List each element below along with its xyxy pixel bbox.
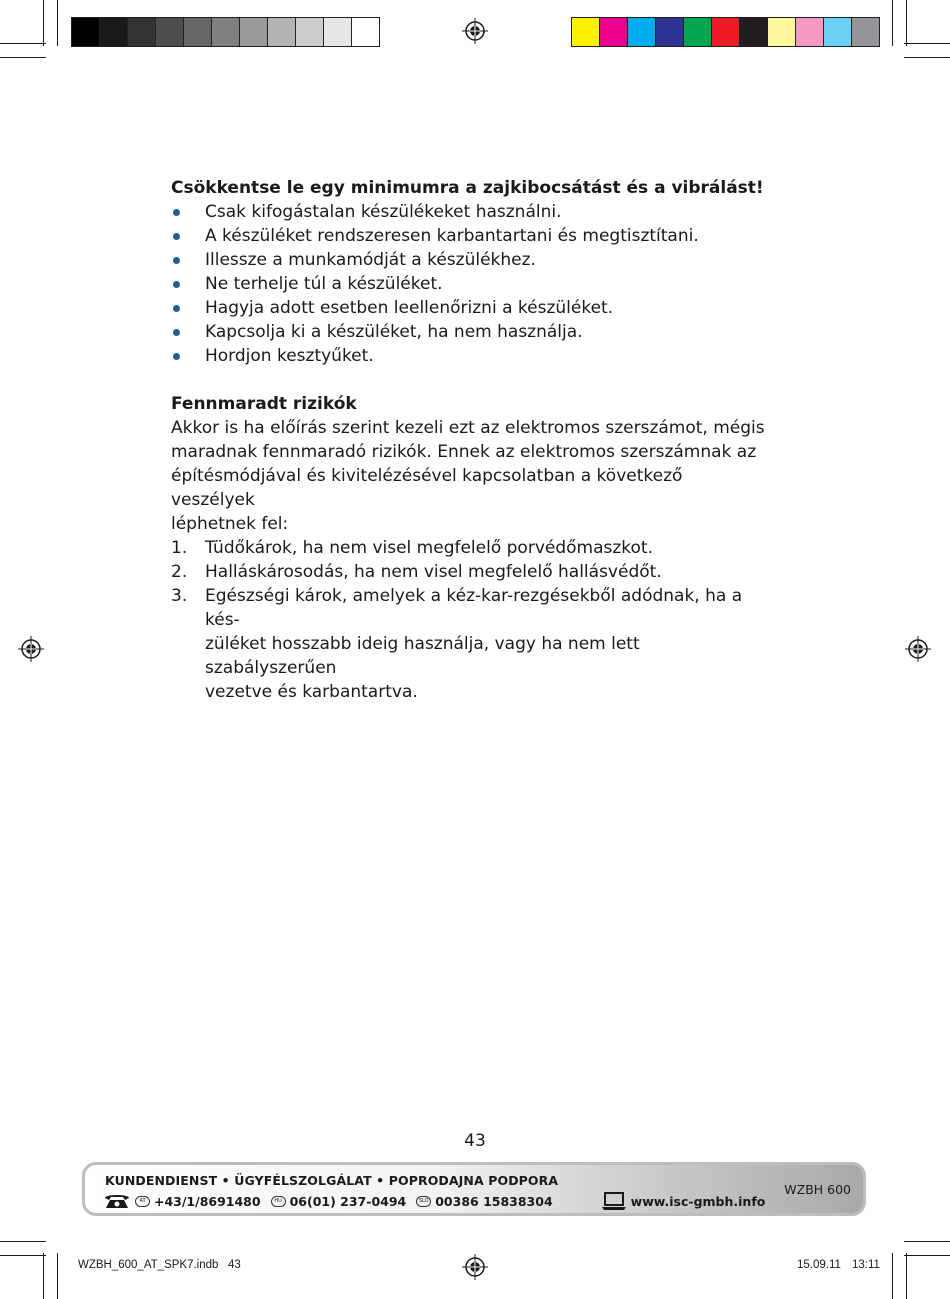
color-swatch: [156, 18, 184, 46]
list-item-text: Illessze a munkamódját a készülékhez.: [205, 250, 536, 270]
color-swatch: [240, 18, 268, 46]
list-item-text: Hordjon kesztyűket.: [205, 346, 374, 366]
residual-risks-heading: Fennmaradt rizikók: [171, 394, 357, 414]
page-number: 43: [464, 1131, 486, 1151]
laptop-icon: [601, 1191, 627, 1211]
list-item: [171, 344, 771, 368]
list-item: [171, 296, 771, 320]
list-item: [171, 536, 771, 560]
phone-number: 00386 15838304: [435, 1193, 553, 1209]
list-item: [171, 200, 771, 224]
paragraph-line: Akkor is ha előírás szerint kezeli ezt az elektromos szerszámot, mégis: [171, 418, 765, 438]
registration-mark-icon: [462, 18, 488, 44]
color-swatch: [268, 18, 296, 46]
color-swatch: [296, 18, 324, 46]
color-swatch: [72, 18, 100, 46]
color-swatch: [600, 18, 628, 46]
color-swatch: [128, 18, 156, 46]
slug-file: WZBH_600_AT_SPK7.indb 43: [78, 1259, 241, 1271]
list-item: [171, 224, 771, 248]
color-swatch: [684, 18, 712, 46]
bullet-icon: [173, 209, 180, 216]
list-item-text: Tüdőkárok, ha nem visel megfelelő porvédőmaszkot.: [205, 538, 653, 558]
slug-date: 15.09.11: [797, 1259, 841, 1271]
list-item: [171, 584, 771, 704]
phone-number: +43/1/8691480: [154, 1193, 261, 1209]
list-item-text: Egészségi károk, amelyek a kéz-kar-rezgésekből adódnak, ha a kés-: [205, 586, 743, 630]
list-item-text: Halláskárosodás, ha nem visel megfelelő hallásvédőt.: [205, 562, 662, 582]
bullet-icon: [173, 233, 180, 240]
registration-mark-icon: [18, 636, 44, 662]
residual-risks-paragraph: [171, 416, 771, 536]
color-swatch: [712, 18, 740, 46]
list-item-text: vezetve és karbantartva.: [205, 682, 418, 702]
website-link[interactable]: www.isc-gmbh.info: [630, 1193, 766, 1209]
slug-time: 13:11: [852, 1259, 880, 1271]
phone-icon: [103, 1192, 131, 1210]
paragraph-line: építésmódjával és kivitelézésével kapcsolatban a következő veszélyek: [171, 466, 683, 510]
list-item: [171, 248, 771, 272]
residual-risks-list: [171, 536, 771, 704]
color-swatch: [656, 18, 684, 46]
registration-mark-icon: [905, 636, 931, 662]
gray-color-bar: [71, 17, 380, 47]
list-item: [171, 560, 771, 584]
bullet-icon: [173, 329, 180, 336]
noise-reduction-list: [171, 200, 771, 368]
color-swatch: [796, 18, 824, 46]
page-content: [171, 176, 771, 704]
country-badge: SLO: [416, 1196, 431, 1207]
paragraph-line: léphetnek fel:: [171, 514, 289, 534]
model-label: WZBH 600: [784, 1182, 851, 1197]
service-contacts: [103, 1191, 765, 1211]
list-item-text: züléket hosszabb ideig használja, vagy ha nem lett szabályszerűen: [205, 634, 640, 678]
noise-reduction-heading: Csökkentse le egy minimumra a zajkibocsátást és a vibrálást!: [171, 178, 764, 198]
bullet-icon: [173, 353, 180, 360]
registration-mark-icon: [462, 1254, 488, 1280]
list-item-text: Kapcsolja ki a készüléket, ha nem használja.: [205, 322, 583, 342]
process-color-bar: [571, 17, 880, 47]
country-badge: HU: [271, 1196, 286, 1207]
country-badge: AT: [135, 1196, 150, 1207]
list-number: 3.: [171, 586, 188, 606]
color-swatch: [212, 18, 240, 46]
bullet-icon: [173, 305, 180, 312]
color-swatch: [572, 18, 600, 46]
list-item-text: Hagyja adott esetben leellenőrizni a készüléket.: [205, 298, 614, 318]
paragraph-line: maradnak fennmaradó rizikók. Ennek az elektromos szerszámnak az: [171, 442, 757, 462]
bullet-icon: [173, 257, 180, 264]
phone-number: 06(01) 237-0494: [289, 1193, 407, 1209]
service-title: KUNDENDIENST • ÜGYFÉLSZOLGÁLAT • POPRODAJNA PODPORA: [105, 1173, 559, 1188]
list-item: [171, 272, 771, 296]
list-item-text: Ne terhelje túl a készüléket.: [205, 274, 443, 294]
color-swatch: [352, 18, 379, 46]
list-item: [171, 320, 771, 344]
list-item-text: A készüléket rendszeresen karbantartani és megtisztítani.: [205, 226, 699, 246]
list-number: 2.: [171, 562, 188, 582]
color-swatch: [852, 18, 879, 46]
color-swatch: [824, 18, 852, 46]
color-swatch: [740, 18, 768, 46]
color-swatch: [628, 18, 656, 46]
color-swatch: [100, 18, 128, 46]
color-swatch: [768, 18, 796, 46]
bullet-icon: [173, 281, 180, 288]
list-number: 1.: [171, 538, 188, 558]
list-item-text: Csak kifogástalan készülékeket használni.: [205, 202, 562, 222]
service-footer: [82, 1162, 866, 1216]
color-swatch: [324, 18, 352, 46]
color-swatch: [184, 18, 212, 46]
